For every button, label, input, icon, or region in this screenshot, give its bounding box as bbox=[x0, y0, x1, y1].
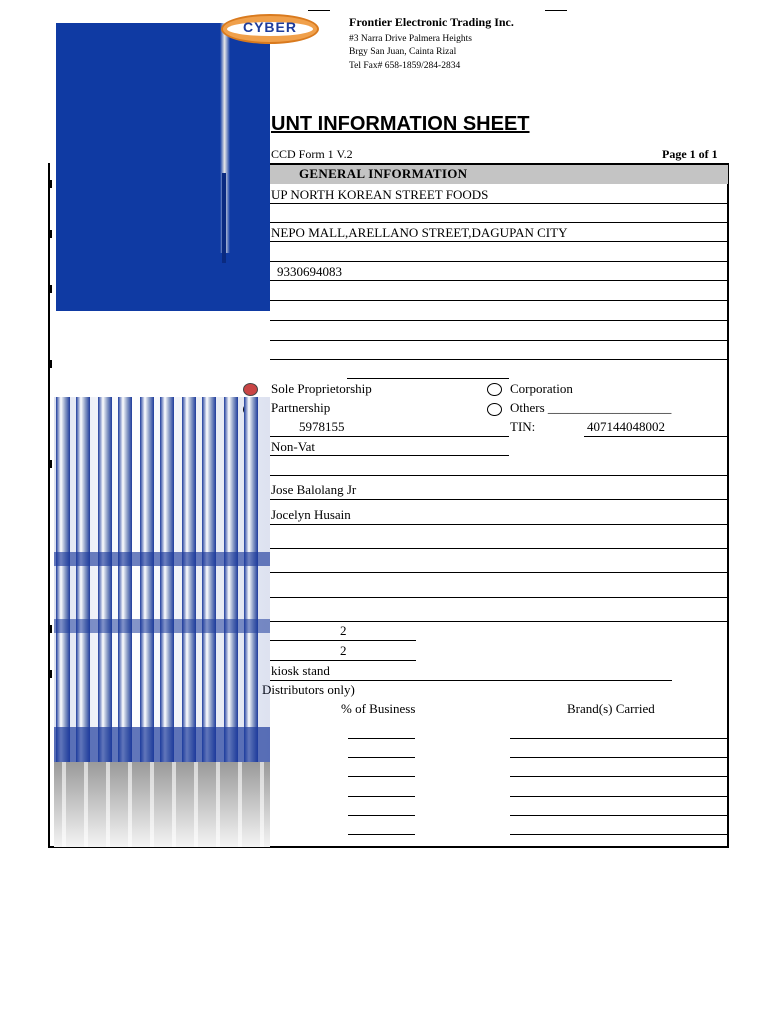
row-line bbox=[510, 738, 728, 739]
row-line bbox=[510, 796, 728, 797]
stat-value-1: 2 bbox=[340, 623, 347, 638]
row-line bbox=[347, 378, 509, 379]
row-line bbox=[510, 834, 728, 835]
row-line bbox=[348, 776, 415, 777]
row-line bbox=[270, 241, 728, 242]
row-line bbox=[270, 548, 728, 549]
row-line bbox=[270, 621, 728, 622]
row-line bbox=[584, 436, 728, 437]
company-telfax: Tel Fax# 658-1859/284-2834 bbox=[349, 61, 461, 71]
brands-header: Brand(s) Carried bbox=[567, 701, 655, 716]
row-line bbox=[348, 796, 415, 797]
row-line bbox=[510, 776, 728, 777]
form-code: CCD Form 1 V.2 bbox=[271, 147, 353, 161]
row-line bbox=[270, 300, 728, 301]
stat-value-2: 2 bbox=[340, 643, 347, 658]
business-name: UP NORTH KOREAN STREET FOODS bbox=[271, 187, 489, 202]
section-header-label: GENERAL INFORMATION bbox=[299, 166, 468, 181]
registration-number: 5978155 bbox=[299, 419, 345, 434]
phone-number: 9330694083 bbox=[277, 264, 342, 279]
row-line bbox=[270, 340, 728, 341]
radio-corporation[interactable] bbox=[487, 383, 502, 396]
outlet-type: kiosk stand bbox=[271, 663, 330, 678]
section-header bbox=[270, 165, 728, 184]
stripe-columns bbox=[54, 397, 270, 847]
row-line bbox=[270, 222, 728, 223]
header-rule bbox=[308, 10, 330, 11]
pct-business-header: % of Business bbox=[341, 701, 416, 716]
business-address: NEPO MALL,ARELLANO STREET,DAGUPAN CITY bbox=[271, 225, 568, 240]
company-name: Frontier Electronic Trading Inc. bbox=[349, 15, 514, 29]
person-1: Jose Balolang Jr bbox=[271, 482, 357, 497]
page-number: Page 1 of 1 bbox=[662, 147, 718, 161]
row-line bbox=[510, 757, 728, 758]
row-line bbox=[270, 261, 728, 262]
row-line bbox=[348, 834, 415, 835]
header-rule bbox=[545, 10, 567, 11]
row-line bbox=[348, 757, 415, 758]
tin-value: 407144048002 bbox=[587, 419, 665, 434]
corporation-label: Corporation bbox=[510, 381, 573, 396]
partnership-label: Partnership bbox=[271, 400, 331, 415]
row-line bbox=[270, 640, 416, 641]
distributors-note: Distributors only) bbox=[262, 682, 355, 697]
row-line bbox=[270, 499, 728, 500]
row-line bbox=[270, 572, 728, 573]
person-2: Jocelyn Husain bbox=[271, 507, 351, 522]
row-line bbox=[510, 815, 728, 816]
tin-label: TIN: bbox=[510, 419, 536, 434]
sole-proprietorship-label: Sole Proprietorship bbox=[271, 381, 372, 396]
row-line bbox=[270, 660, 416, 661]
row-line bbox=[270, 203, 728, 204]
sheet-title: UNT INFORMATION SHEET bbox=[271, 113, 530, 135]
radio-others[interactable] bbox=[487, 403, 502, 416]
row-line bbox=[270, 597, 728, 598]
others-label: Others ___________________ bbox=[510, 400, 672, 415]
company-address-1: #3 Narra Drive Palmera Heights bbox=[349, 34, 472, 44]
vat-status: Non-Vat bbox=[271, 439, 316, 454]
decorative-stripe-image bbox=[54, 387, 270, 847]
logo-text: CYBER bbox=[242, 19, 297, 35]
row-line bbox=[270, 455, 509, 456]
row-line bbox=[270, 475, 728, 476]
row-line bbox=[348, 815, 415, 816]
row-line bbox=[348, 738, 415, 739]
row-line bbox=[270, 320, 728, 321]
row-line bbox=[270, 436, 509, 437]
company-logo bbox=[221, 14, 319, 44]
row-line bbox=[270, 280, 728, 281]
row-line bbox=[270, 524, 728, 525]
row-line bbox=[270, 680, 672, 681]
company-address-2: Brgy San Juan, Cainta Rizal bbox=[349, 47, 457, 57]
row-line bbox=[270, 359, 728, 360]
